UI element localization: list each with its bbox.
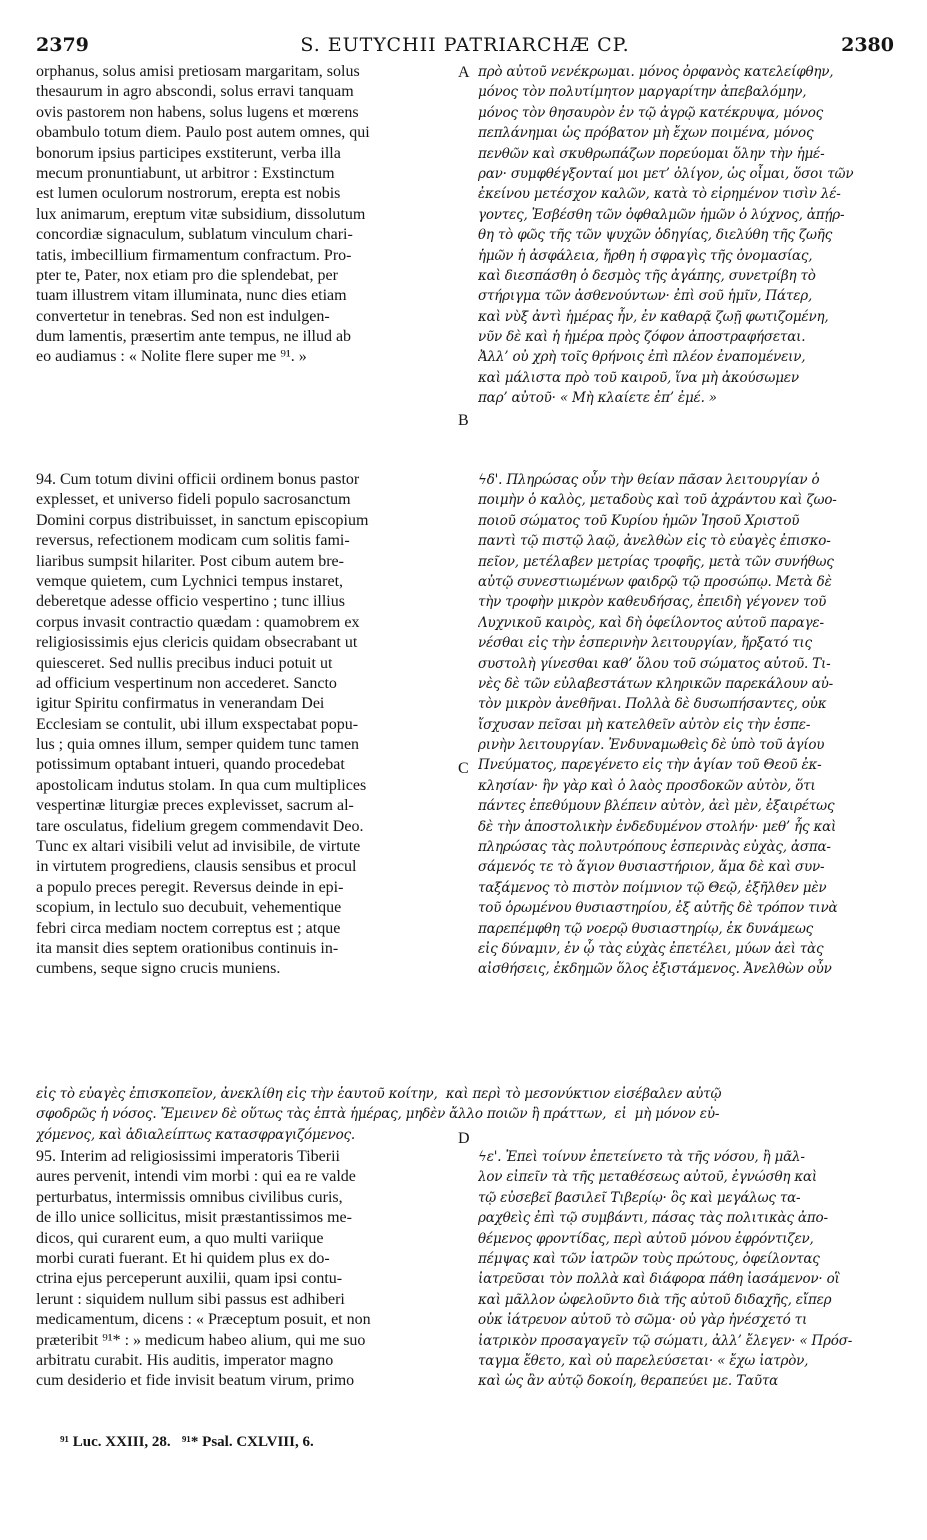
greek-text-line: νῦν δὲ καὶ ἡ ἡμέρα πρὸς ζόφον ἀποστραφήσεται. (478, 329, 806, 346)
latin-text-line: religiosissimis ejus clericis quidam obsecrabant ut (36, 634, 358, 652)
latin-text-line: scopium, in lectulo suo decubuit, vehementique (36, 899, 342, 917)
latin-text-line: corpus invasit contractio quædam : quamobrem ex (36, 613, 360, 631)
latin-text-line: vemque quietem, cum Lychnici tempus instaret, (36, 572, 344, 590)
greek-text-line: καὶ μάλιστα πρὸ τοῦ καιροῦ, ἵνα μὴ ἀκούσωμεν (478, 369, 799, 386)
greek-text-line: σάμενός τε τὸ ἅγιον θυσιαστήριον, ἅμα δὲ καὶ συν- (478, 859, 825, 876)
latin-text-line: ovis pastorem non habens, solus lugens et mœrens (36, 103, 359, 121)
greek-text-line: ραν· συμφθέγξονταί μοι μετ’ ὀλίγον, ὡς οἶμαι, ὅσοι τῶν (478, 165, 854, 182)
latin-text-line: a populo preces peregit. Reversus deinde in epi- (36, 878, 344, 896)
greek-text-line: αἰσθήσεις, ἐκδημῶν ὅλος ἐξιστάμενος. Ἀνελθὼν οὖν (478, 961, 832, 978)
greek-text-line: μόνος τὸν πολυτίμητον μαργαρίτην ἀπεβαλόμην, (478, 84, 807, 101)
greek-text-line: πενθῶν καὶ σκυθρωπάζων πορεύομαι ὅλην τὴν ἡμέ- (478, 145, 825, 162)
greek-text-line: ἡμῶν ἡ ἀσφάλεια, ἤρθη ἡ σφραγὶς τῆς ὁνομασίας, (478, 247, 813, 264)
greek-text-line: μόνος τὸν θησαυρὸν ἐν τῷ ἀγρῷ κατέκρυψα, μόνος (478, 104, 823, 121)
latin-text-line: igitur Spiritu confirmatus in venerandam Dei (36, 695, 325, 713)
greek-text-line: καὶ μᾶλλον ὠφελοῦντο διὰ τῆς αὐτοῦ διδαχῆς, εἴπερ (478, 1291, 832, 1308)
page-number-left: 2379 (36, 34, 89, 56)
greek-column-section-95 (478, 1147, 896, 1392)
greek-text-line: νὲς δὲ τῶν εὐλαβεστάτων κληρικῶν παρεκάλουν αὐ- (478, 675, 833, 692)
greek-text-line: ποιοῦ σώματος τοῦ Κυρίου ἡμῶν Ἰησοῦ Χριστοῦ (478, 512, 800, 529)
greek-text-line: παντὶ τῷ πιστῷ λαῷ, ἀνελθὼν εἰς τὸ εὐαγὲς ἐπισκο- (478, 533, 831, 550)
greek-text-line: σφοδρῶς ἡ νόσος. Ἔμεινεν δὲ οὕτως τὰς ἑπτὰ ἡμέρας, μηδὲν ἄλλο ποιῶν ἢ πράττων, εἰ μὴ μόνον εὐ- (36, 1106, 720, 1123)
latin-text-line: cum desiderio et fide invisit beatum virum, primo (36, 1372, 355, 1390)
greek-text-line: Λυχνικοῦ καιρὸς, καὶ δὴ ὀφείλοντος αὐτοῦ παραγε- (478, 614, 824, 631)
greek-text-line: Πνεύματος, παρεγένετο εἰς τὴν ἁγίαν τοῦ Θεοῦ ἐκ- (478, 757, 822, 774)
greek-text-line: τοῦ ὁρωμένου θυσιαστηρίου, ἐξ αὐτῆς δὲ τρόπον τινὰ (478, 900, 838, 917)
running-header (36, 34, 894, 58)
latin-text-line: orphanus, solus amisi pretiosam margaritam, solus (36, 63, 360, 80)
latin-text-line: arbitratu curabit. His auditis, imperator magno (36, 1351, 334, 1369)
greek-text-line: τῷ εὐσεβεῖ βασιλεῖ Τιβερίῳ· ὃς καὶ μεγάλως τα- (478, 1189, 801, 1206)
greek-text-line: ραχθεὶς ἐπὶ τῷ συμβάντι, πάσας τὰς πολιτικὰς ἀπο- (478, 1210, 828, 1227)
latin-text-line: febri circa mediam noctem correptus est ; atque (36, 919, 341, 937)
latin-text-line: in virtutem progrediens, clausis sensibus et procul (36, 858, 357, 876)
latin-text-line: morbi curati fuerant. Et hi quidem plus ex do- (36, 1249, 330, 1267)
greek-text-line: ἐκείνου μετέσχον καλῶν, κατὰ τὸ εἰρημένον τισὶν λέ- (478, 186, 841, 203)
footnotes: ⁹¹ Luc. XXIII, 28. ⁹¹* Psal. CXLVIII, 6. (60, 1434, 314, 1450)
greek-text-line: παρεπέμφθη τῷ νοερῷ θυσιαστηρίῳ, ἐκ δυνάμεως (478, 920, 813, 937)
latin-text-line: ad officium vespertinum non accederet. Sancto (36, 674, 337, 692)
latin-text-line: pter te, Pater, nox etiam pro die splendebat, per (36, 266, 338, 284)
greek-text-line: στήριγμα τῶν ἀσθενούντων· ἐπὶ σοῦ ἡμῖν, Πάτερ, (478, 288, 813, 305)
latin-column-section-94 (36, 470, 456, 980)
latin-column-top (36, 62, 456, 368)
page-number-right: 2380 (841, 34, 894, 56)
greek-text-line: χόμενος, καὶ ἀδιαλείπτως κατασφραγιζόμενος. (36, 1126, 355, 1143)
latin-text-line: tatis, imbecillium firmamentum confractum. Pro- (36, 246, 352, 264)
latin-text-line: dicos, qui curarent eum, a quo multi variique (36, 1229, 324, 1247)
latin-text-line: aures pervenit, intendi vim morbi : qui ea re valde (36, 1168, 356, 1186)
latin-text-line: ita mansit dies septem orationibus continuis in- (36, 939, 339, 957)
greek-text-line: ρινὴν λειτουργίαν. Ἐνδυναμωθεὶς δὲ ὑπὸ τοῦ ἁγίου (478, 737, 825, 754)
greek-column-top (478, 62, 896, 409)
latin-text-line: thesaurum in agro abscondi, solus erravi tanquam (36, 83, 354, 101)
greek-text-line: πεῖον, μετέλαβεν μετρίας τροφῆς, μετὰ τῶν συνήθως (478, 553, 834, 570)
latin-text-line: de illo unice sollicitus, misit præstantissimos me- (36, 1209, 352, 1227)
latin-text-line: reversus, refectionem modicam cum solitis fami- (36, 532, 350, 550)
greek-text-line: αὐτῷ συνεστιωμένων φαιδρῷ τῷ προσώπῳ. Μετὰ δὲ (478, 573, 832, 590)
latin-text-line: lux animarum, ereptum vitæ subsidium, dissolutum (36, 205, 366, 223)
latin-text-line: quiesceret. Sed nullis precibus induci potuit ut (36, 654, 333, 672)
greek-text-line: πρὸ αὐτοῦ νενέκρωμαι. μόνος ὀρφανὸς κατελείφθην, (478, 64, 834, 80)
greek-text-line: δὲ τὴν ἀποστολικὴν ἐνδεδυμένον στολήν· μεθ’ ἧς καὶ (478, 818, 837, 835)
latin-text-line: explesset, et universo fideli populo sacrosanctum (36, 491, 351, 509)
page-title: S. EUTYCHII PATRIARCHÆ CP. (300, 34, 630, 56)
latin-text-line: tare osculatus, fidelium gregem commendavit Deo. (36, 817, 364, 835)
latin-text-line: obambulo totum diem. Paulo post autem omnes, qui (36, 124, 370, 142)
latin-text-line: deberetque adesse officio vespertino ; tunc illius (36, 593, 345, 611)
greek-text-line: εἰς τὸ εὐαγὲς ἐπισκοπεῖον, ἀνεκλίθη εἰς τὴν ἑαυτοῦ κοίτην, καὶ περὶ τὸ μεσονύκτιον εἰσέβαλεν αὐτῷ (36, 1086, 722, 1102)
latin-text-line: perturbatus, intermissis omnibus civilibus curis, (36, 1188, 343, 1206)
latin-text-line: dum lamentis, præsertim ante tempus, ne illud ab (36, 328, 352, 346)
latin-text-line: mecum pronuntiabunt, ut arbitror : Exstinctum (36, 164, 335, 182)
greek-text-line: λον εἰπεῖν τὰ τῆς μεταθέσεως αὐτοῦ, ἐγνώσθη καὶ (478, 1169, 818, 1186)
greek-text-line: νέσθαι εἰς τὴν ἑσπερινὴν λειτουργίαν, ἤρξατό τις (478, 635, 812, 652)
greek-text-line: πεπλάνημαι ὡς πρόβατον μὴ ἔχων ποιμένα, μόνος (478, 125, 814, 142)
greek-text-line: θέμενος φροντίδας, περὶ αὐτοῦ μόνου ἐφρόντιζεν, (478, 1230, 814, 1247)
greek-text-line: καὶ ὡς ἂν αὐτῷ δοκοίη, θεραπεύει με. Ταῦτα (478, 1373, 779, 1390)
greek-text-line: θη τὸ φῶς τῆς τῶν ψυχῶν ὁδηγίας, διελύθη τῆς ζωῆς (478, 227, 833, 244)
latin-text-line: vespertinæ liturgiæ preces explevisset, sacrum al- (36, 797, 354, 815)
greek-text-line: γοντες, Ἐσβέσθη τῶν ὀφθαλμῶν ἡμῶν ὁ λύχνος, ἀπῄρ- (478, 206, 845, 223)
latin-text-line: ctrina ejus perceperunt auxilii, quam ipsi contu- (36, 1270, 343, 1288)
greek-text-line: καὶ διεσπάσθη ὁ δεσμὸς τῆς ἀγάπης, συνετρίβη τὸ (478, 267, 816, 284)
greek-text-line: ταξάμενος τὸ πιστὸν ποίμνιον τῷ Θεῷ, ἐξῆλθεν μὲν (478, 879, 827, 896)
latin-text-line: cumbens, seque signo crucis muniens. (36, 960, 281, 978)
latin-text-line: tuam illustrem vitam illuminata, nunc dies etiam (36, 287, 347, 305)
greek-text-line: οὐκ ἰάτρευον αὐτοῦ τὸ σῶμα· οὐ γὰρ ἠνέσχετό τι (478, 1312, 808, 1329)
margin-marker-b: B (458, 412, 469, 429)
latin-text-line: præteribit ⁹¹* : » medicum habeo alium, qui me suo (36, 1331, 366, 1349)
latin-text-line: apostolicam indutus stolam. In qua cum multiplices (36, 776, 367, 794)
latin-text-line: eo audiamus : « Nolite flere super me ⁹¹. » (36, 348, 307, 366)
latin-text-line: bonorum ipsius participes exstiterunt, verba illa (36, 144, 341, 162)
greek-text-line: κλησίαν· ἣν γὰρ καὶ ὁ λαὸς προσδοκῶν αὐτὸν, ὅτι (478, 777, 816, 794)
greek-text-line: ϟε'. Ἐπεὶ τοίνυν ἐπετείνετο τὰ τῆς νόσου, ἢ μᾶλ- (478, 1149, 805, 1165)
greek-text-line: πληρώσας τὰς πολυτρόπους ἑσπερινὰς εὐχὰς, ἀσπα- (478, 839, 831, 856)
latin-text-line: concordiæ signaculum, sublatum vinculum chari- (36, 226, 353, 244)
latin-text-line: medicamentum, dicens : « Præceptum posuit, et non (36, 1311, 371, 1329)
greek-column-section-94 (478, 470, 896, 980)
latin-text-line: 95. Interim ad religiosissimi imperatoris Tiberii (36, 1148, 340, 1165)
margin-marker-c: C (458, 760, 469, 777)
greek-text-line: ἰατρεῦσαι τὸν πολλὰ καὶ διάφορα πάθη ἰασάμενον· οἳ (478, 1271, 840, 1288)
greek-text-line: τὴν τροφὴν μικρὸν καθευδήσας, ἐπειδὴ γέγονεν τοῦ (478, 594, 827, 611)
greek-text-line: πάντες ἐπεθύμουν βλέπειν αὐτὸν, ἀεὶ μὲν, ἐξαιρέτως (478, 798, 835, 815)
latin-text-line: lus ; quia omnes illum, semper quidem tunc tamen (36, 736, 360, 754)
greek-text-line: ϟδ'. Πληρώσας οὖν τὴν θείαν πᾶσαν λειτουργίαν ὁ (478, 472, 820, 488)
latin-text-line: 94. Cum totum divini officii ordinem bonus pastor (36, 471, 360, 488)
greek-text-line: ποιμὴν ὁ καλὸς, μεταδοὺς καὶ τοῦ ἀχράντου καὶ ζωο- (478, 492, 837, 509)
greek-text-line: ἴσχυσαν πεῖσαι μὴ κατελθεῖν αὐτὸν εἰς τὴν ἑσπε- (478, 716, 811, 733)
latin-column-section-95 (36, 1147, 456, 1392)
greek-text-line: παρ’ αὐτοῦ· « Μὴ κλαίετε ἐπ’ ἐμέ. » (478, 390, 717, 407)
latin-text-line: Ecclesiam se contulit, ubi illum exspectabat popu- (36, 715, 359, 733)
greek-text-line: τὸν μικρὸν ἀνεθῆναι. Πολλὰ δὲ δυσωπήσαντες, οὐκ (478, 696, 827, 713)
latin-text-line: convertetur in tenebras. Sed non est indulgen- (36, 307, 330, 325)
greek-text-line: ἰατρικὸν προσαγαγεῖν τῷ σώματι, ἀλλ’ ἔλεγεν· « Πρόσ- (478, 1332, 853, 1349)
greek-text-line: συστολὴ γίνεσθαι καθ’ ὅλου τοῦ σώματος αὐτοῦ. Τι- (478, 655, 831, 672)
margin-marker-a: A (458, 64, 470, 81)
greek-text-line: καὶ νὺξ ἀντὶ ἡμέρας ἦν, ἐν καθαρᾷ ζωῇ φωτιζομένη, (478, 308, 829, 325)
latin-text-line: est lumen oculorum nostrorum, erepta est nobis (36, 185, 341, 203)
latin-text-line: liaribus sumpsit hilariter. Post cibum autem bre- (36, 552, 344, 570)
greek-text-line: ταγμα ἔθετο, καὶ οὐ παρελεύσεται· « ἔχω ἰατρὸν, (478, 1352, 809, 1369)
latin-text-line: Tunc ex altari visibili velut ad invisibile, de virtute (36, 838, 361, 856)
latin-text-line: lerunt : siquidem nullum sibi passus est adhiberi (36, 1290, 345, 1308)
latin-text-line: potissimum optabant intueri, quando procedebat (36, 756, 345, 774)
greek-text-line: Ἀλλ’ οὐ χρὴ τοῖς θρήνοις ἐπὶ πλέον ἐναπομένειν, (478, 349, 806, 366)
latin-text-line: Domini corpus distribuisset, in sanctum episcopium (36, 511, 369, 529)
greek-text-line: εἰς δύναμιν, ἐν ᾧ τὰς εὐχὰς ἐπετέλει, μύων ἀεὶ τὰς (478, 940, 824, 957)
greek-text-line: πέμψας καὶ τῶν ἰατρῶν τοὺς πρώτους, ὀφείλοντας (478, 1250, 820, 1267)
margin-marker-d: D (458, 1130, 470, 1147)
